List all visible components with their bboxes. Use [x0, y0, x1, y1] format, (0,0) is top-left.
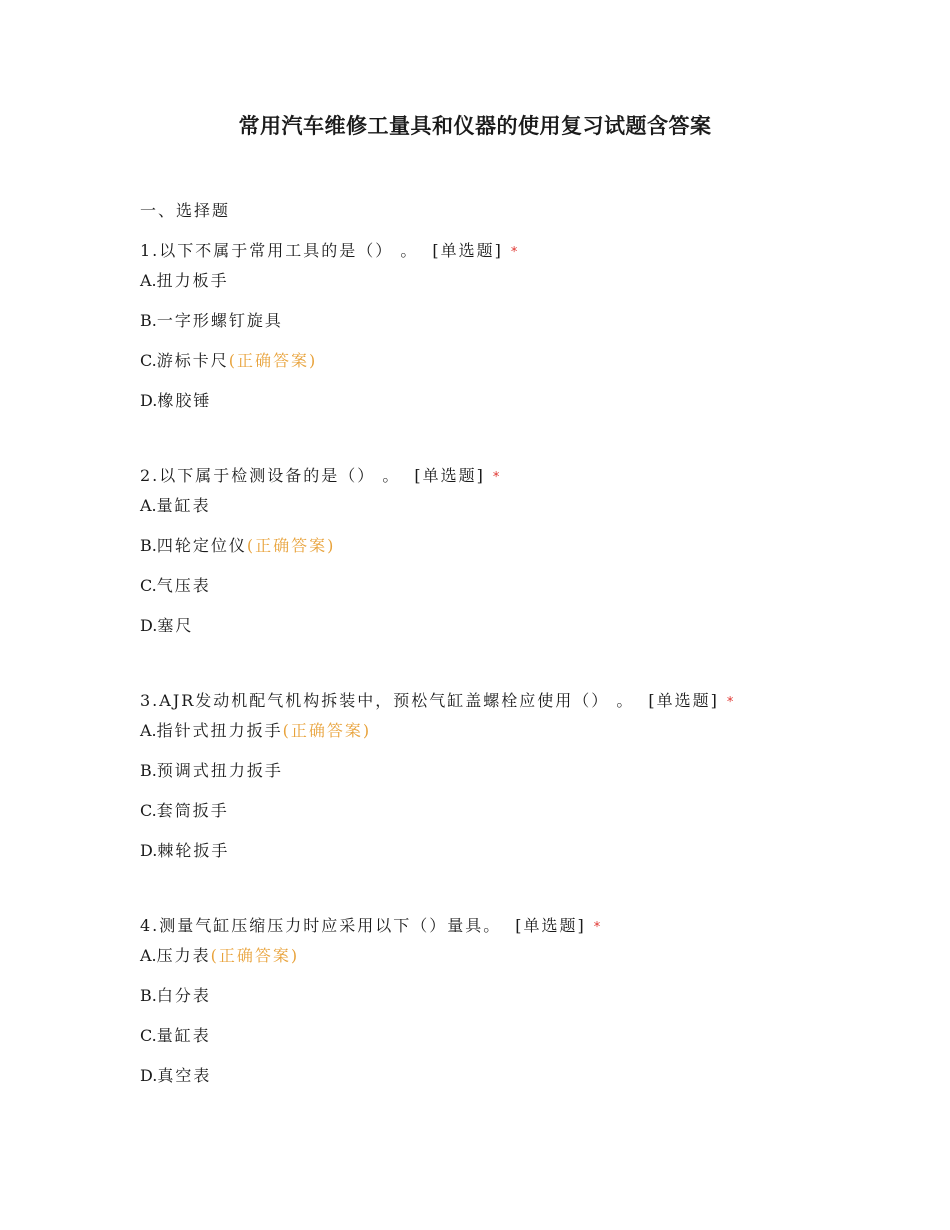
option-b: B.一字形螺钉旋具: [140, 311, 283, 330]
option-a: A.压力表(正确答案): [140, 946, 300, 965]
question-1: [140, 240, 840, 430]
document-title: 常用汽车维修工量具和仪器的使用复习试题含答案: [238, 114, 712, 138]
question-text: 2.以下属于检测设备的是（） 。: [140, 466, 401, 485]
question-type: [单选题]: [414, 466, 485, 485]
required-mark: *: [510, 245, 520, 260]
question-3: [140, 690, 840, 880]
question-type: [单选题]: [648, 691, 719, 710]
question-text: 4.测量气缸压缩压力时应采用以下（）量具。: [140, 916, 502, 935]
option-d: D.橡胶锤: [140, 391, 212, 410]
question-stem: [140, 915, 840, 945]
required-mark: *: [492, 470, 502, 485]
option-d: D.棘轮扳手: [140, 841, 230, 860]
correct-answer-mark: (正确答案): [228, 351, 318, 370]
correct-answer-mark: (正确答案): [282, 721, 372, 740]
option-b: B.预调式扭力扳手: [140, 761, 283, 780]
question-text: 1.以下不属于常用工具的是（） 。: [140, 241, 419, 260]
option-d: D.真空表: [140, 1066, 212, 1085]
question-stem: [140, 465, 840, 495]
question-type: [单选题]: [515, 916, 586, 935]
question-text: 3.AJR发动机配气机构拆装中，预松气缸盖螺栓应使用（） 。: [140, 691, 635, 710]
option-a: A.指针式扭力扳手(正确答案): [140, 721, 372, 740]
option-c: C.量缸表: [140, 1026, 211, 1045]
question-stem: [140, 690, 840, 720]
option-a: A.扭力板手: [140, 271, 229, 290]
option-b: B.四轮定位仪(正确答案): [140, 536, 336, 555]
required-mark: *: [726, 695, 736, 710]
option-c: C.游标卡尺(正确答案): [140, 351, 318, 370]
required-mark: *: [593, 920, 603, 935]
correct-answer-mark: (正确答案): [210, 946, 300, 965]
question-stem: [140, 240, 840, 270]
option-b: B.白分表: [140, 986, 211, 1005]
question-4: [140, 915, 840, 1105]
option-a: A.量缸表: [140, 496, 211, 515]
question-2: [140, 465, 840, 655]
option-d: D.塞尺: [140, 616, 194, 635]
option-c: C.套筒扳手: [140, 801, 229, 820]
section-heading: 一、选择题: [140, 201, 231, 220]
question-type: [单选题]: [432, 241, 503, 260]
option-c: C.气压表: [140, 576, 211, 595]
correct-answer-mark: (正确答案): [246, 536, 336, 555]
